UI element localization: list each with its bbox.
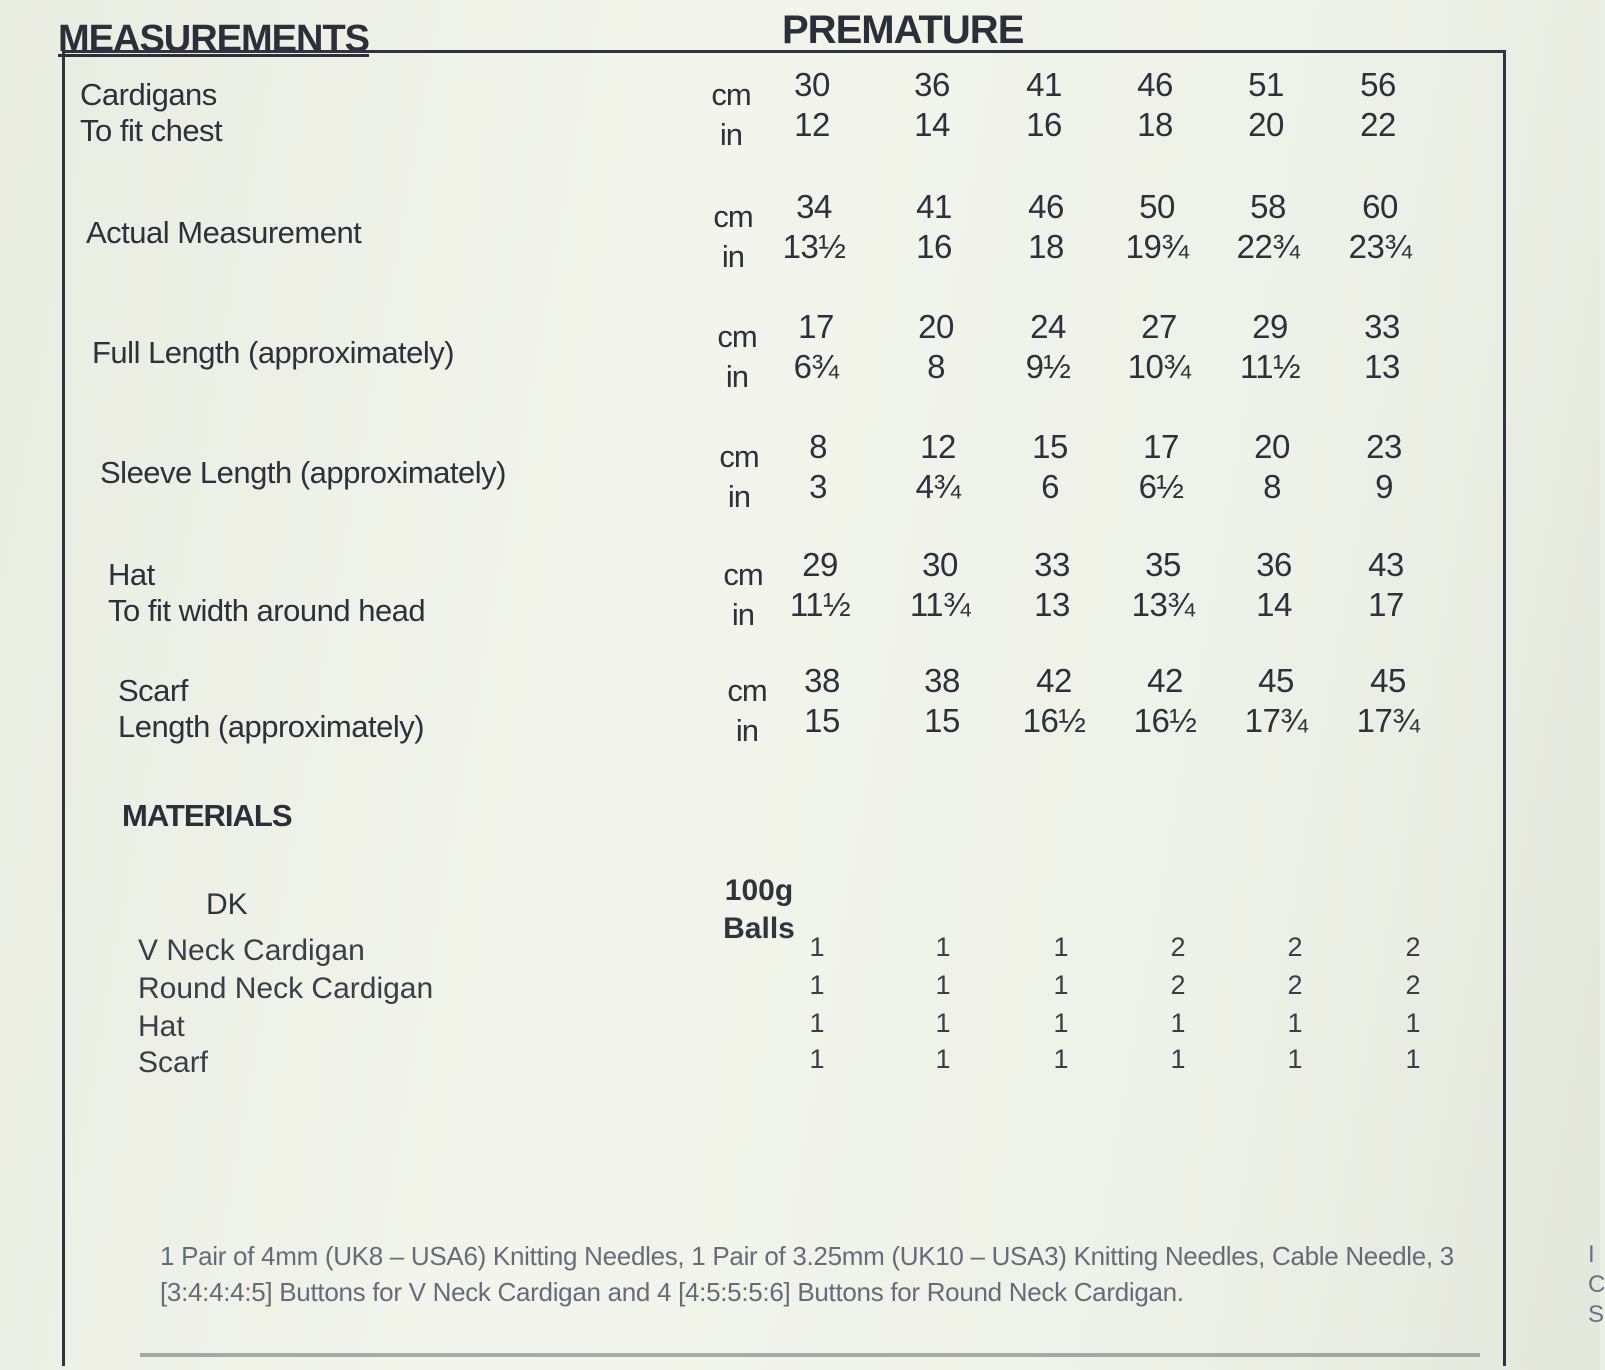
balls-count: 1 — [809, 932, 825, 962]
size-value-cm: 20 — [918, 308, 954, 345]
size-value-cm: 45 — [1258, 662, 1294, 699]
size-value-cm: 35 — [1145, 546, 1181, 583]
measurements-heading: MEASUREMENTS — [58, 18, 370, 60]
size-value-cm: 50 — [1139, 188, 1175, 225]
unit-cm: cm — [713, 199, 753, 234]
size-value-cm: 30 — [794, 66, 830, 103]
size-value-in: 15 — [924, 702, 960, 739]
unit-cm: cm — [711, 77, 751, 112]
balls-count: 1 — [935, 1044, 951, 1074]
size-value-cm: 36 — [914, 66, 950, 103]
size-value-in: 3 — [809, 468, 827, 505]
size-value-in: 8 — [927, 348, 945, 385]
unit-in: in — [721, 239, 745, 274]
size-value-in: 16 — [1026, 106, 1062, 143]
size-value-in: 17¾ — [1244, 702, 1308, 739]
unit-cm: cm — [717, 319, 757, 354]
balls-count: 2 — [1170, 970, 1186, 1000]
size-value-in: 11½ — [1239, 348, 1301, 385]
size-value-cm: 60 — [1362, 188, 1398, 225]
size-value-in: 18 — [1028, 228, 1064, 265]
size-value-cm: 45 — [1370, 662, 1406, 699]
size-value-in: 13 — [1364, 348, 1400, 385]
balls-unit-word: Balls — [723, 912, 795, 945]
material-item-label: Scarf — [138, 1046, 209, 1079]
unit-in: in — [719, 117, 743, 152]
size-value-in: 4¾ — [915, 468, 961, 505]
size-value-in: 6 — [1041, 468, 1059, 505]
size-value-cm: 23 — [1366, 428, 1402, 465]
size-value-cm: 38 — [804, 662, 840, 699]
size-value-cm: 27 — [1141, 308, 1177, 345]
size-value-in: 13½ — [782, 228, 846, 265]
balls-count: 1 — [1053, 1044, 1069, 1074]
size-value-cm: 17 — [798, 308, 834, 345]
size-value-in: 16 — [916, 228, 952, 265]
unit-cm: cm — [723, 557, 763, 592]
balls-count: 1 — [1053, 1008, 1069, 1038]
row-sublabel: Length (approximately) — [118, 709, 425, 744]
premature-heading: PREMATURE — [782, 8, 1024, 52]
materials-heading: MATERIALS — [122, 798, 292, 833]
size-value-in: 9½ — [1025, 348, 1071, 385]
balls-count: 1 — [1287, 1008, 1303, 1038]
balls-count: 1 — [935, 970, 951, 1000]
size-value-cm: 46 — [1028, 188, 1064, 225]
size-value-cm: 43 — [1368, 546, 1404, 583]
balls-count: 2 — [1405, 932, 1421, 962]
size-value-cm: 38 — [924, 662, 960, 699]
balls-count: 1 — [1405, 1044, 1421, 1074]
size-value-in: 11¾ — [909, 586, 971, 623]
size-value-cm: 12 — [920, 428, 956, 465]
size-value-in: 11½ — [789, 586, 851, 623]
unit-in: in — [725, 359, 749, 394]
size-value-in: 20 — [1248, 106, 1284, 143]
balls-count: 1 — [935, 1008, 951, 1038]
size-value-in: 17 — [1368, 586, 1404, 623]
size-value-cm: 58 — [1250, 188, 1286, 225]
size-value-in: 19¾ — [1125, 228, 1189, 265]
size-value-in: 15 — [804, 702, 840, 739]
size-value-cm: 36 — [1256, 546, 1292, 583]
row-label: Scarf — [118, 673, 188, 708]
size-value-cm: 41 — [916, 188, 952, 225]
balls-count: 2 — [1287, 970, 1303, 1000]
size-value-in: 14 — [914, 106, 950, 143]
size-value-in: 16½ — [1133, 702, 1197, 739]
balls-count: 2 — [1170, 932, 1186, 962]
balls-count: 1 — [809, 1044, 825, 1074]
size-value-cm: 24 — [1030, 308, 1066, 345]
size-value-in: 8 — [1263, 468, 1281, 505]
balls-count: 2 — [1287, 932, 1303, 962]
balls-count: 1 — [1053, 932, 1069, 962]
row-sublabel: To fit chest — [80, 113, 223, 148]
row-label: Hat — [108, 557, 155, 592]
size-value-in: 16½ — [1022, 702, 1086, 739]
size-value-in: 22 — [1360, 106, 1396, 143]
size-value-in: 10¾ — [1127, 348, 1191, 385]
balls-unit-weight: 100g — [724, 874, 794, 907]
unit-cm: cm — [719, 439, 759, 474]
size-value-in: 13¾ — [1131, 586, 1195, 623]
edge-text-fragment: I C S — [1588, 1241, 1605, 1328]
size-value-in: 6½ — [1138, 468, 1184, 505]
row-sublabel: To fit width around head — [108, 593, 426, 628]
size-value-cm: 20 — [1254, 428, 1290, 465]
size-value-cm: 42 — [1036, 662, 1072, 699]
size-value-in: 9 — [1375, 468, 1393, 505]
balls-count: 1 — [1170, 1008, 1186, 1038]
size-value-cm: 34 — [796, 188, 832, 225]
size-value-cm: 46 — [1137, 66, 1173, 103]
balls-count: 1 — [1053, 970, 1069, 1000]
size-value-cm: 8 — [809, 428, 827, 465]
balls-count: 1 — [1287, 1044, 1303, 1074]
size-value-cm: 33 — [1364, 308, 1400, 345]
material-item-label: Round Neck Cardigan — [138, 972, 434, 1005]
material-item-label: Hat — [138, 1010, 185, 1043]
size-value-cm: 42 — [1147, 662, 1183, 699]
material-item-label: V Neck Cardigan — [138, 934, 365, 967]
unit-in: in — [731, 597, 755, 632]
size-value-in: 18 — [1137, 106, 1173, 143]
unit-in: in — [735, 713, 759, 748]
balls-count: 1 — [809, 1008, 825, 1038]
unit-in: in — [727, 479, 751, 514]
size-value-in: 22¾ — [1236, 228, 1300, 265]
size-value-cm: 51 — [1248, 66, 1284, 103]
balls-count: 1 — [1405, 1008, 1421, 1038]
unit-cm: cm — [727, 673, 767, 708]
size-value-in: 6¾ — [793, 348, 839, 385]
size-value-cm: 30 — [922, 546, 958, 583]
size-value-cm: 41 — [1026, 66, 1062, 103]
bottom-rule — [140, 1353, 1480, 1357]
size-value-in: 14 — [1256, 586, 1292, 623]
needles-notes: 1 Pair of 4mm (UK8 – USA6) Knitting Needles, 1 Pair of 3.25mm (UK10 – USA3) Knitting Needles, Cable Needle, 3 [3:4:4:4:5] Buttons for V Neck Cardigan and 4 [4:5:5:5:6] Buttons for Round Neck Cardigan. — [160, 1241, 1454, 1307]
size-value-cm: 33 — [1034, 546, 1070, 583]
size-value-cm: 29 — [1252, 308, 1288, 345]
size-value-in: 23¾ — [1348, 228, 1412, 265]
row-label: Cardigans — [80, 77, 217, 112]
size-value-cm: 29 — [802, 546, 838, 583]
size-value-in: 13 — [1034, 586, 1070, 623]
size-value-cm: 56 — [1360, 66, 1396, 103]
yarn-label: DK — [206, 888, 248, 921]
balls-count: 1 — [935, 932, 951, 962]
size-value-in: 12 — [794, 106, 830, 143]
row-label: Actual Measurement — [86, 215, 362, 250]
row-label: Sleeve Length (approximately) — [100, 455, 506, 490]
balls-count: 2 — [1405, 970, 1421, 1000]
size-value-in: 17¾ — [1356, 702, 1420, 739]
balls-count: 1 — [809, 970, 825, 1000]
size-value-cm: 17 — [1143, 428, 1179, 465]
row-label: Full Length (approximately) — [92, 335, 455, 370]
size-value-cm: 15 — [1032, 428, 1068, 465]
balls-count: 1 — [1170, 1044, 1186, 1074]
